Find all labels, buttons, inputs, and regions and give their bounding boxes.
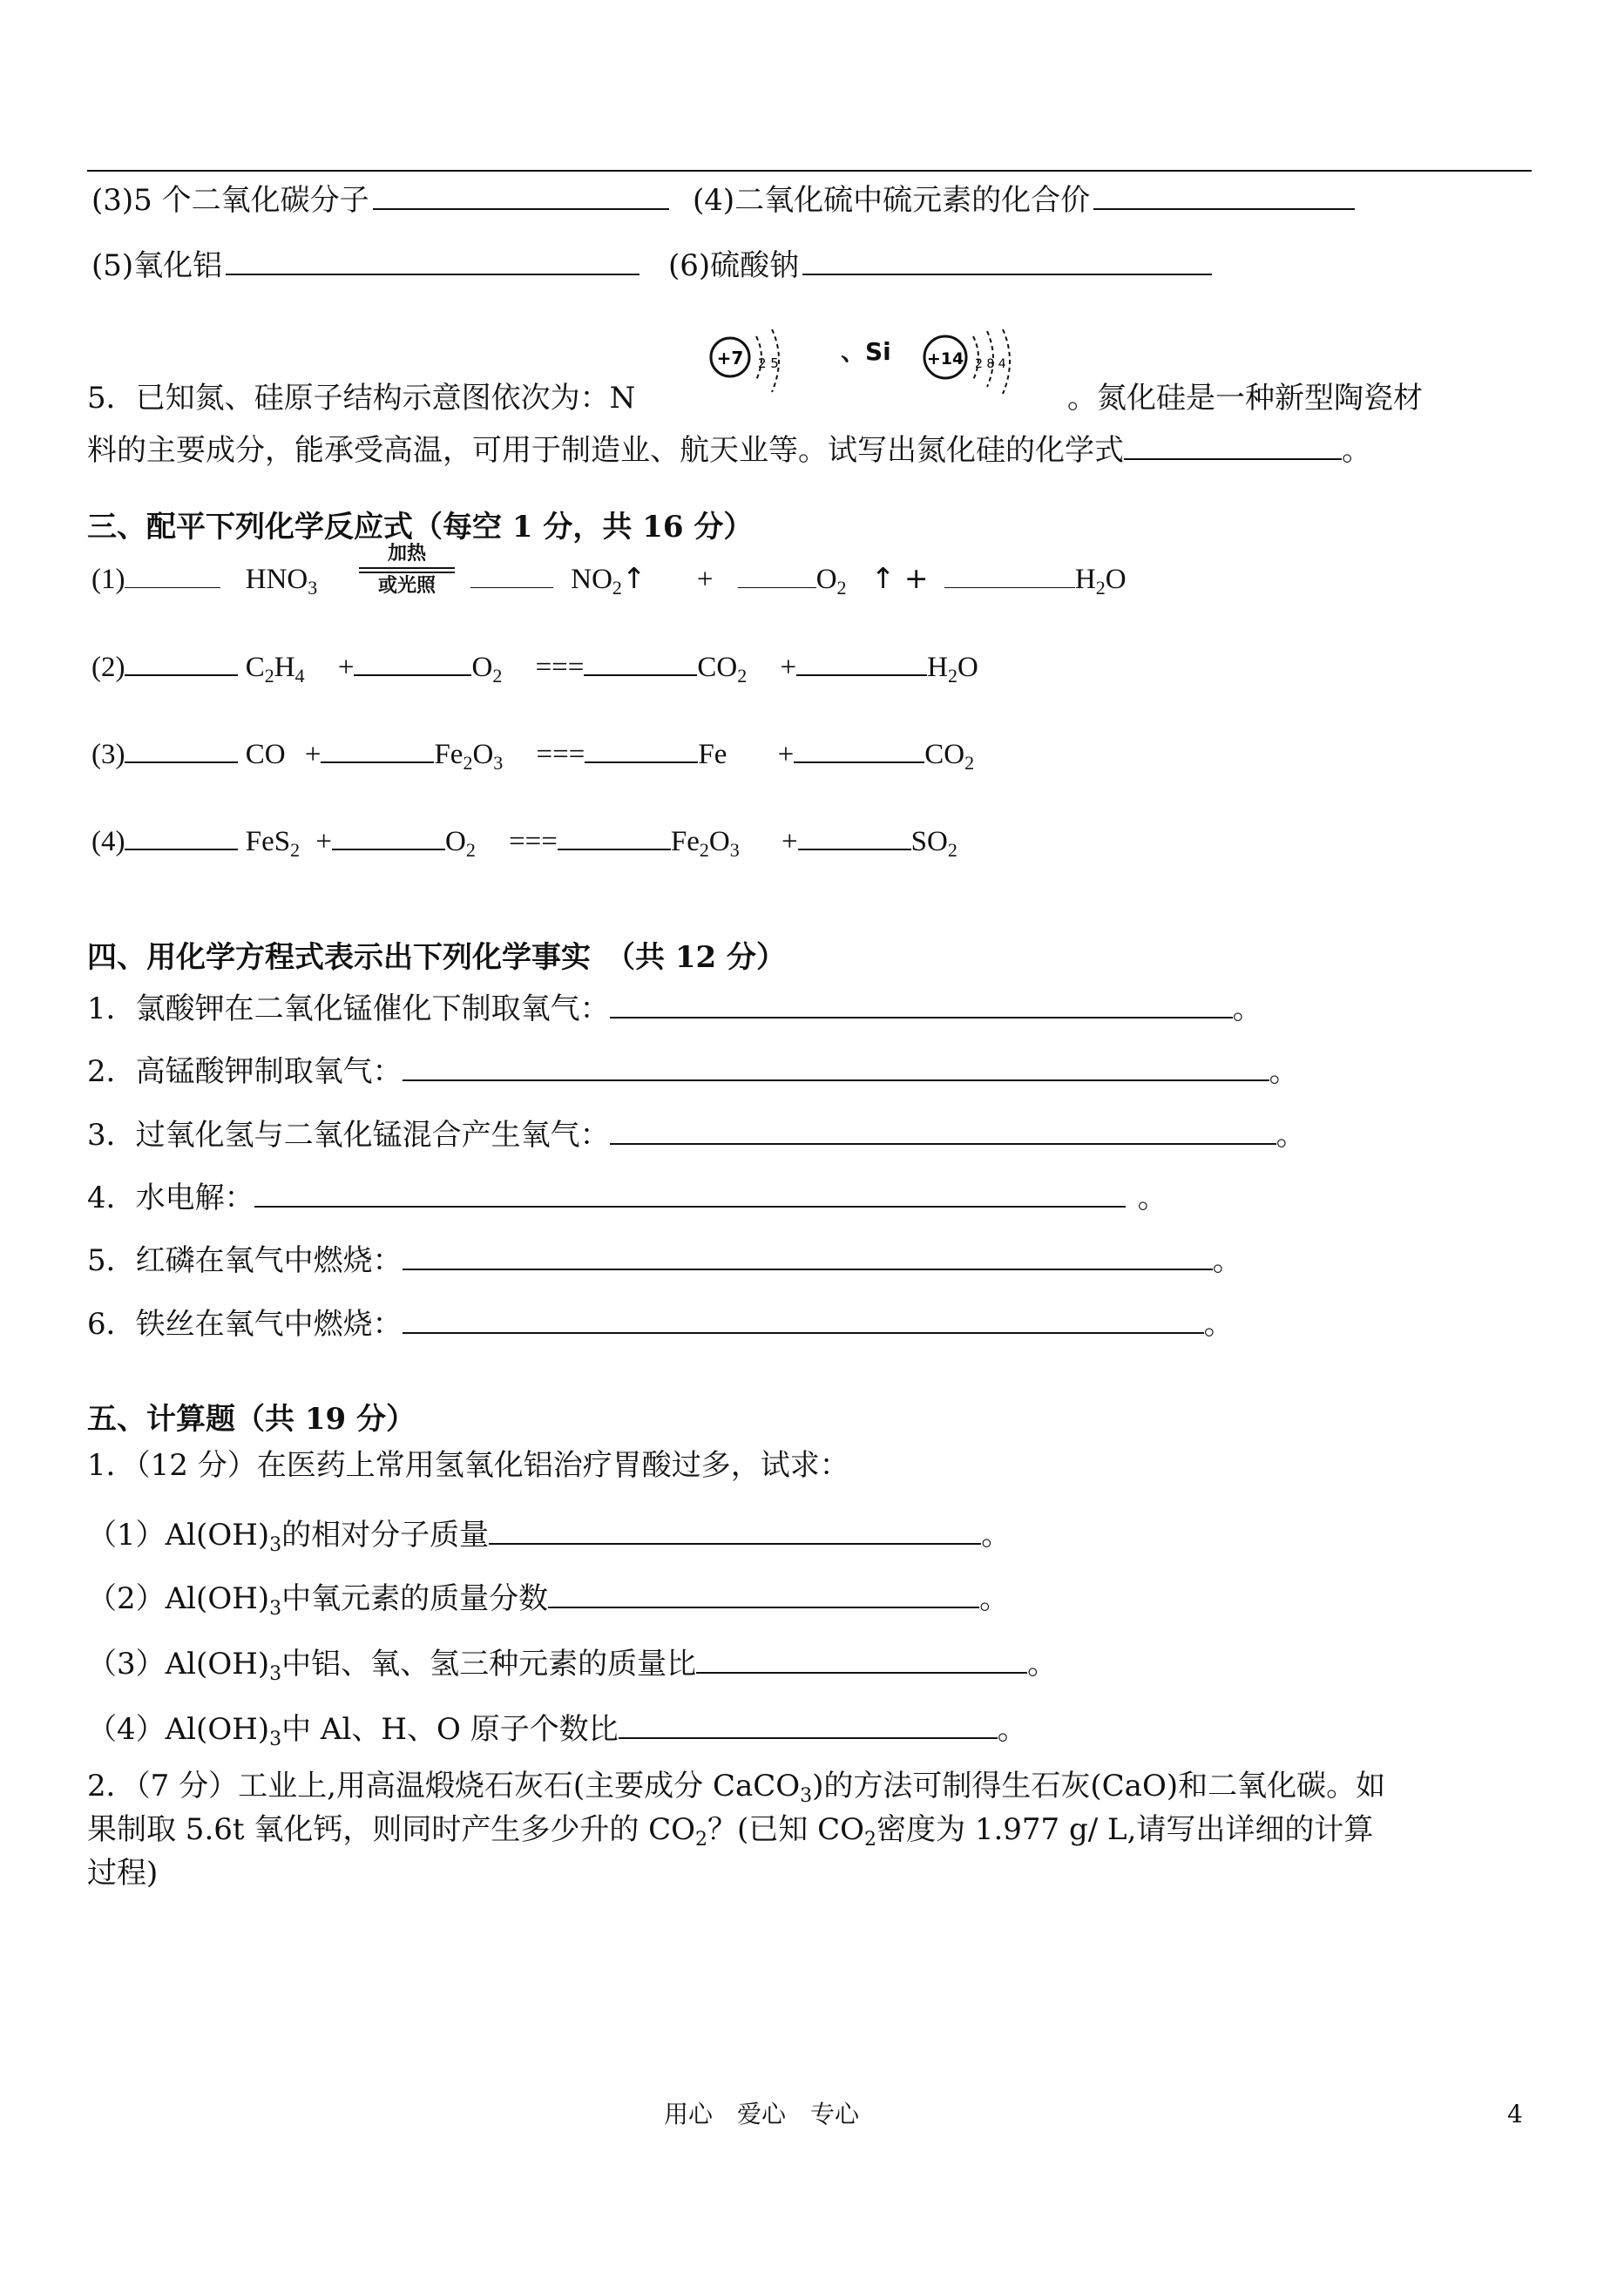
coefficient-blank[interactable] [125,732,238,763]
silicon-atom-diagram [919,329,1050,399]
sec5-q1-item-4: $(4)Al(OH)_3$中 Al、H、O 原子个数比 。 [87,1708,1027,1744]
sec5-q1-item-1: $(1)Al(OH)_3$的相对分子质量 。 [87,1513,1011,1550]
page-number: 4 [1507,2100,1523,2128]
sec5-q2-line1: 2．（7 分）工业上,用高温煅烧石灰石(主要成分 CaCO$_3$)的方法可制得生石灰(CaO)和二氧化碳。如 [87,1769,1386,1807]
answer-blank[interactable] [403,1239,1213,1270]
answer-blank[interactable] [489,1513,981,1545]
answer-blank[interactable] [226,244,639,275]
coefficient-blank[interactable] [125,558,220,588]
eq2: (2) $C_2H_4 + O_2$ === $CO_2 + H_2O$ [91,645,978,682]
eq1: (1) $HNO_3$ [91,558,317,594]
coefficient-blank[interactable] [354,645,471,676]
sec5-q1-item-3: $(3)Al(OH)_3$中铝、氧、氢三种元素的质量比 。 [87,1642,1057,1679]
eq1-condition: 加热 或光照 [359,545,455,596]
section4-title: 四、用化学方程式表示出下列化学事实 （共 12 分） [87,940,786,975]
eq1-right: $NO_2↑ + O_2$ ↑ + $H_2O$ [470,558,1127,594]
sec4-item-6: 6．铁丝在氧气中燃烧： 。 [87,1303,1234,1339]
header-rule [87,170,1532,172]
coefficient-blank[interactable] [584,645,697,676]
sec5-q2-line3: 过程) [87,1856,159,1891]
coefficient-blank[interactable] [798,819,911,850]
sec5-q1: 1．（12 分）在医药上常用氢氧化铝治疗胃酸过多，试求： [87,1448,849,1483]
sec4-item-3: 3．过氧化氢与二氧化锰混合产生氧气： 。 [87,1113,1306,1150]
coefficient-blank[interactable] [585,732,698,763]
answer-blank[interactable] [802,244,1212,275]
answer-blank[interactable] [403,1303,1204,1334]
q4-item-3: (3)5 个二氧化碳分子 [91,179,669,215]
svg-text:2 5: 2 5 [758,355,779,371]
answer-blank[interactable] [610,987,1233,1018]
coefficient-blank[interactable] [332,819,445,850]
eq4: (4) $FeS_2 + O_2$ === $Fe_2O_3 + SO_2$ [91,819,957,856]
answer-blank[interactable] [254,1176,1126,1208]
sec4-item-1: 1．氯酸钾在二氧化锰催化下制取氧气： 。 [87,987,1262,1024]
coefficient-blank[interactable] [794,732,924,763]
answer-blank[interactable] [610,1113,1276,1145]
q5-line1-post: 。氮化硅是一种新型陶瓷材 [1067,381,1423,416]
answer-blank[interactable] [403,1050,1269,1081]
section5-title: 五、计算题（共 19 分） [87,1402,416,1437]
sec4-item-2: 2．高锰酸钾制取氧气： 。 [87,1050,1299,1086]
q4-item-5: (5)氧化铝 [91,244,639,281]
sec4-item-4: 4．水电解： 。 [87,1176,1167,1213]
coefficient-blank[interactable] [125,819,238,850]
coefficient-blank[interactable] [321,732,434,763]
q4-item-4: (4)二氧化硫中硫元素的化合价 [693,179,1355,215]
coefficient-blank[interactable] [796,645,927,676]
footer-motto: 用心 爱心 专心 [664,2100,860,2128]
coefficient-blank[interactable] [470,558,553,588]
coefficient-blank[interactable] [738,558,816,588]
sec5-q2-line2: 果制取 5.6t 氧化钙，则同时产生多少升的 $CO_2$？(已知 $CO_2$密度为 1.977 g/ L,请写出详细的计算 [87,1812,1374,1851]
answer-blank[interactable] [373,179,669,210]
coefficient-blank[interactable] [558,819,671,850]
answer-blank[interactable] [619,1708,998,1739]
section3-title: 三、配平下列化学反应式（每空 1 分，共 16 分） [87,510,754,545]
q5-line2: 料的主要成分，能承受高温，可用于制造业、航天业等。试写出氮化硅的化学式 。 [87,429,1371,465]
sec5-q1-item-2: $(2)Al(OH)_3$中氧元素的质量分数 。 [87,1577,1009,1614]
answer-blank[interactable] [1093,179,1355,210]
q4-item-6: (6)硫酸钠 [668,244,1212,281]
nitrogen-atom-diagram [704,329,800,399]
sec4-item-5: 5．红磷在氧气中燃烧： 。 [87,1239,1242,1276]
coefficient-blank[interactable] [125,645,238,676]
q5-line1-pre: 5．已知氮、硅原子结构示意图依次为：N [87,381,636,416]
si-label: 、Si [841,337,891,366]
eq3: (3) CO + $Fe_2O_3$ === $Fe + CO_2$ [91,732,974,769]
answer-blank[interactable] [696,1642,1027,1674]
svg-text:+14: +14 [926,349,964,369]
coefficient-blank[interactable] [944,558,1075,588]
answer-blank[interactable] [1124,429,1342,460]
svg-text:2 8 4: 2 8 4 [975,357,1006,371]
svg-text:+7: +7 [716,348,744,369]
answer-blank[interactable] [548,1577,979,1608]
